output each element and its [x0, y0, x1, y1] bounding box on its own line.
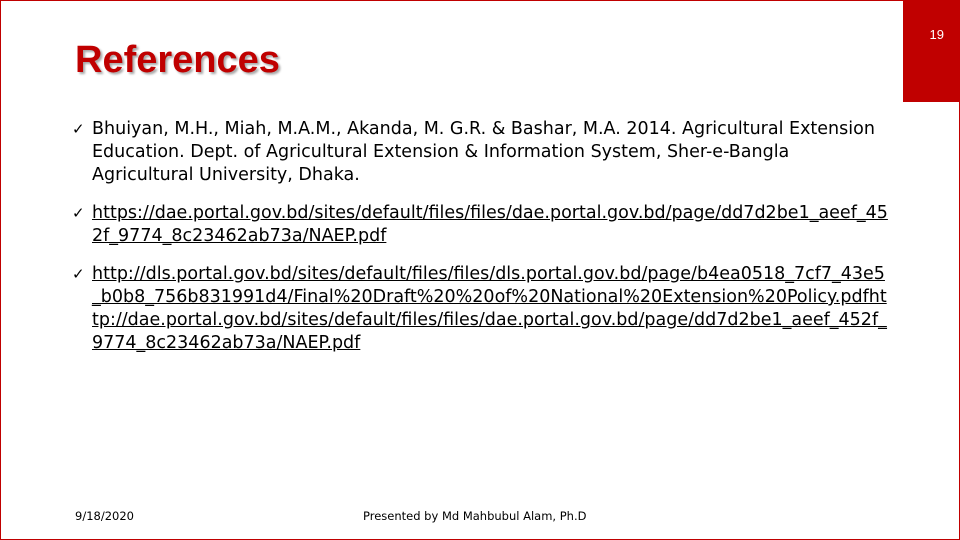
reference-link[interactable]: http://dls.portal.gov.bd/sites/default/files/files/dls.portal.gov.bd/page/b4ea0518_7cf7_43e5_b0b8_756b831991d4/Final%20Draft%20%20of%20National%20Extension%20Policy.pdfhttp://dae.portal.gov.bd/sites/default/files/files/dae.portal.gov.bd/page/dd7d2be1_aeef_452f_9774_8c23462ab73a/NAEP.pdf	[92, 264, 887, 353]
check-icon: ✓	[72, 204, 85, 222]
footer-presenter: Presented by Md Mahbubul Alam, Ph.D	[363, 509, 587, 523]
reference-text: Bhuiyan, M.H., Miah, M.A.M., Akanda, M. G.R. & Bashar, M.A. 2014. Agricultural Extension Education. Dept. of Agricultural Extension & Information System, Sher-e-Bangla Agricultural University, Dhaka.	[92, 119, 875, 185]
check-icon: ✓	[72, 120, 85, 138]
footer-date: 9/18/2020	[75, 509, 134, 523]
page-number-box	[903, 1, 959, 102]
reference-item	[72, 202, 892, 248]
check-icon: ✓	[72, 265, 85, 283]
reference-link[interactable]: https://dae.portal.gov.bd/sites/default/files/files/dae.portal.gov.bd/page/dd7d2be1_aeef_452f_9774_8c23462ab73a/NAEP.pdf	[92, 203, 888, 246]
reference-list	[72, 118, 892, 370]
reference-item	[72, 263, 892, 355]
page-title: References	[75, 39, 280, 81]
page-number: 19	[929, 27, 944, 42]
reference-item	[72, 118, 892, 187]
